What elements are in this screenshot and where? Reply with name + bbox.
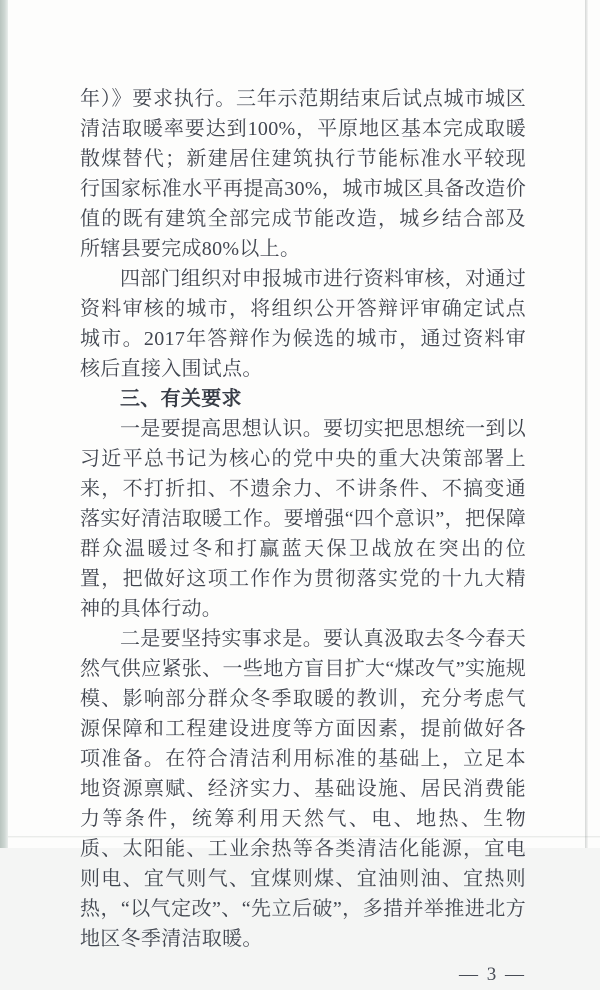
- document-text-block: [80, 84, 526, 990]
- scan-right-edge-shadow: [585, 0, 588, 848]
- scan-bottom-edge-shadow: [8, 836, 600, 838]
- page-number: — 3 —: [459, 964, 526, 985]
- paragraph-requirement-one: 一是要提高思想认识。要切实把思想统一到以习近平总书记为核心的党中央的重大决策部署上来，不打折扣、不遗余力、不讲条件、不搞变通落实好清洁取暖工作。要增强“四个意识”，把保障群众温暖过冬和打赢蓝天保卫战放在突出的位置，把做好这项工作作为贯彻落实党的十九大精神的具体行动。: [80, 418, 526, 620]
- paragraph-review-process: 四部门组织对申报城市进行资料审核，对通过资料审核的城市，将组织公开答辩评审确定试点城市。2017年答辩作为候选的城市，通过资料审核后直接入围试点。: [80, 268, 526, 380]
- section-heading-requirements: 三、有关要求: [120, 388, 242, 410]
- paragraph-continuation: 年）》要求执行。三年示范期结束后试点城市城区清洁取暖率要达到100%，平原地区基本完成取暖散煤替代；新建居住建筑执行节能标准水平较现行国家标准水平再提高30%，城市城区具备改造价值的既有建筑全部完成节能改造，城乡结合部及所辖县要完成80%以上。: [80, 88, 526, 260]
- paragraph-requirement-two: 二是要坚持实事求是。要认真汲取去冬今春天然气供应紧张、一些地方盲目扩大“煤改气”实施规模、影响部分群众冬季取暖的教训，充分考虑气源保障和工程建设进度等方面因素，提前做好各项准备。在符合清洁利用标准的基础上，立足本地资源禀赋、经济实力、基础设施、居民消费能力等条件，统筹利用天然气、电、地热、生物质、太阳能、工业余热等各类清洁化能源，宜电则电、宜气则气、宜煤则煤、宜油则油、宜热则热，“以气定改”、“先立后破”，多措并举推进北方地区冬季清洁取暖。: [80, 628, 526, 950]
- scan-left-edge: [0, 0, 8, 848]
